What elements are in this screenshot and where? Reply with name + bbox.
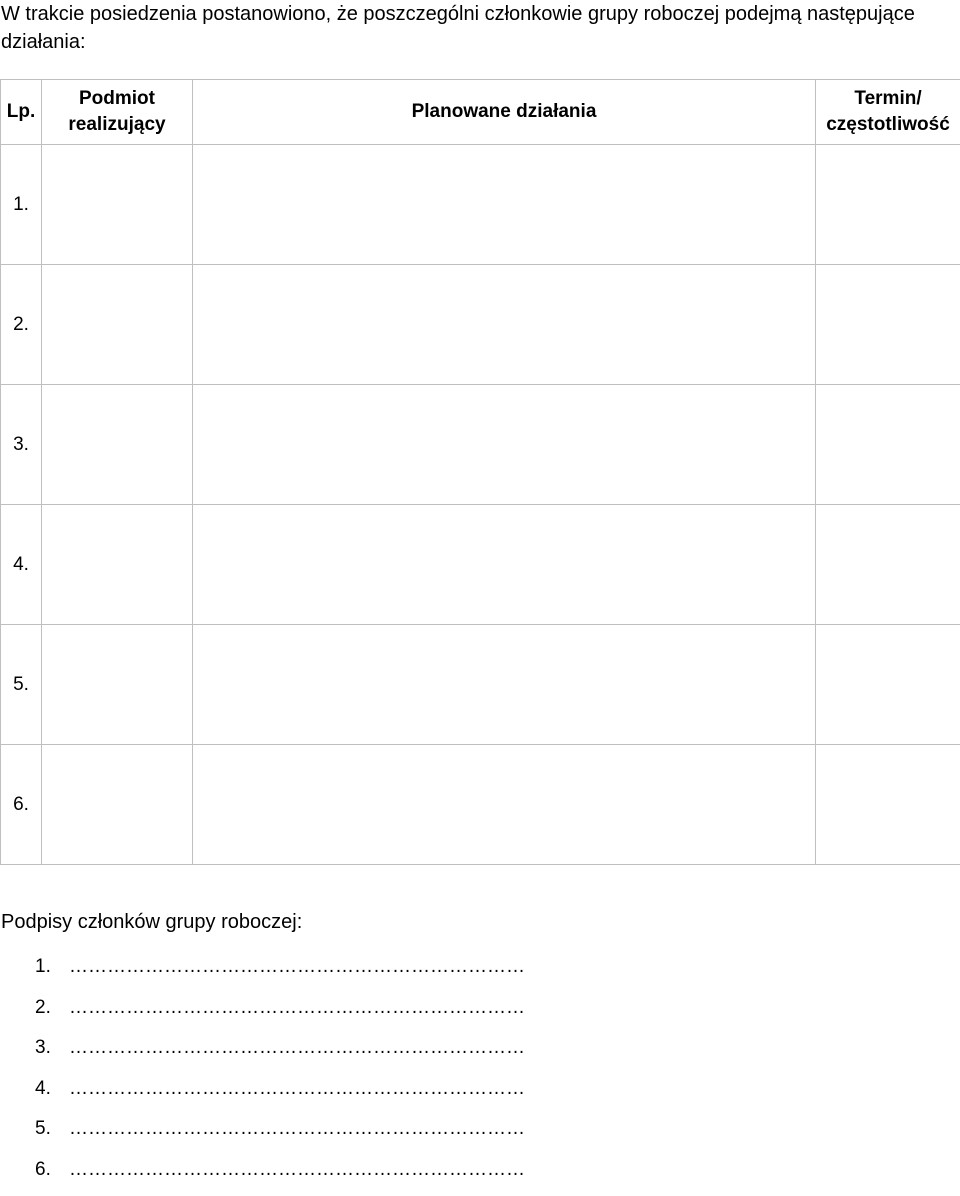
list-item (35, 953, 525, 994)
podmiot-cell[interactable] (42, 385, 193, 505)
plan-cell[interactable] (193, 505, 816, 625)
intro-paragraph: W trakcie posiedzenia postanowiono, że poszczególni członkowie grupy roboczej podejmą następujące działania: (1, 0, 959, 56)
termin-cell[interactable] (816, 385, 960, 505)
table-row (1, 745, 960, 865)
list-item (35, 1156, 525, 1196)
plan-cell[interactable] (193, 385, 816, 505)
signature-number: 4. (35, 1075, 69, 1103)
podmiot-cell[interactable] (42, 745, 193, 865)
signature-number: 2. (35, 994, 69, 1022)
signatures-title: Podpisy członków grupy roboczej: (1, 908, 302, 936)
termin-cell[interactable] (816, 745, 960, 865)
table-row (1, 385, 960, 505)
list-item (35, 1034, 525, 1075)
list-item (35, 1075, 525, 1116)
actions-table (0, 79, 960, 865)
header-termin: Termin/ częstotliwość (816, 80, 960, 145)
header-plan: Planowane działania (193, 80, 816, 145)
row-number: 5. (1, 625, 42, 745)
table-row (1, 505, 960, 625)
row-number: 6. (1, 745, 42, 865)
plan-cell[interactable] (193, 745, 816, 865)
row-number: 3. (1, 385, 42, 505)
signature-line[interactable]: ……………………………………………………………… (69, 1159, 525, 1180)
signature-number: 5. (35, 1115, 69, 1143)
plan-cell[interactable] (193, 625, 816, 745)
plan-cell[interactable] (193, 265, 816, 385)
termin-cell[interactable] (816, 145, 960, 265)
row-number: 1. (1, 145, 42, 265)
termin-cell[interactable] (816, 625, 960, 745)
table-row (1, 145, 960, 265)
signature-number: 1. (35, 953, 69, 981)
podmiot-cell[interactable] (42, 265, 193, 385)
list-item (35, 1115, 525, 1156)
row-number: 2. (1, 265, 42, 385)
termin-cell[interactable] (816, 265, 960, 385)
podmiot-cell[interactable] (42, 625, 193, 745)
signature-line[interactable]: ……………………………………………………………… (69, 1118, 525, 1139)
plan-cell[interactable] (193, 145, 816, 265)
header-podmiot: Podmiot realizujący (42, 80, 193, 145)
row-number: 4. (1, 505, 42, 625)
table-header-row (1, 80, 960, 145)
signature-number: 6. (35, 1156, 69, 1184)
table-row (1, 265, 960, 385)
signature-line[interactable]: ……………………………………………………………… (69, 956, 525, 977)
header-lp: Lp. (1, 80, 42, 145)
termin-cell[interactable] (816, 505, 960, 625)
signature-line[interactable]: ……………………………………………………………… (69, 997, 525, 1018)
podmiot-cell[interactable] (42, 505, 193, 625)
signature-line[interactable]: ……………………………………………………………… (69, 1078, 525, 1099)
signature-number: 3. (35, 1034, 69, 1062)
podmiot-cell[interactable] (42, 145, 193, 265)
list-item (35, 994, 525, 1035)
table-row (1, 625, 960, 745)
signature-line[interactable]: ……………………………………………………………… (69, 1037, 525, 1058)
signatures-list (35, 953, 525, 1196)
